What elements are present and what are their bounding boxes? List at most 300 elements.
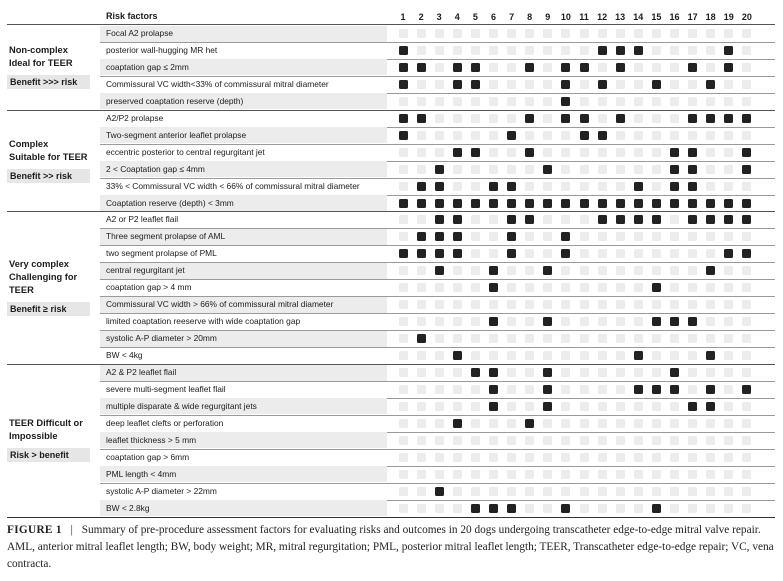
present-marker	[561, 63, 570, 72]
absent-marker	[417, 148, 426, 157]
group-title: Complex	[9, 138, 49, 149]
absent-marker	[634, 97, 643, 106]
absent-marker	[742, 232, 751, 241]
absent-marker	[435, 29, 444, 38]
absent-marker	[580, 80, 589, 89]
absent-marker	[471, 283, 480, 292]
absent-marker	[507, 317, 516, 326]
absent-marker	[561, 317, 570, 326]
risk-factor-label: 2 < Coaptation gap ≤ 4mm	[106, 163, 205, 174]
present-marker	[706, 266, 715, 275]
absent-marker	[688, 283, 697, 292]
absent-marker	[652, 63, 661, 72]
absent-marker	[435, 80, 444, 89]
absent-marker	[417, 419, 426, 428]
present-marker	[634, 385, 643, 394]
absent-marker	[471, 317, 480, 326]
absent-marker	[706, 504, 715, 513]
present-marker	[706, 385, 715, 394]
absent-marker	[742, 453, 751, 462]
absent-marker	[598, 249, 607, 258]
absent-marker	[580, 97, 589, 106]
absent-marker	[598, 300, 607, 309]
absent-marker	[489, 114, 498, 123]
present-marker	[742, 385, 751, 394]
risk-factor-label: deep leaflet clefts or perforation	[106, 417, 224, 428]
absent-marker	[670, 419, 679, 428]
absent-marker	[417, 368, 426, 377]
absent-marker	[507, 368, 516, 377]
row-divider	[100, 347, 775, 348]
absent-marker	[471, 232, 480, 241]
risk-factor-label: Two-segment anterior leaflet prolapse	[106, 129, 247, 140]
absent-marker	[435, 385, 444, 394]
absent-marker	[742, 351, 751, 360]
absent-marker	[580, 402, 589, 411]
absent-marker	[616, 487, 625, 496]
present-marker	[652, 80, 661, 89]
absent-marker	[453, 131, 462, 140]
dog-number: 2	[418, 12, 424, 22]
absent-marker	[417, 266, 426, 275]
absent-marker	[724, 504, 733, 513]
absent-marker	[598, 317, 607, 326]
present-marker	[543, 368, 552, 377]
present-marker	[652, 317, 661, 326]
absent-marker	[489, 215, 498, 224]
absent-marker	[471, 46, 480, 55]
absent-marker	[688, 504, 697, 513]
absent-marker	[435, 46, 444, 55]
absent-marker	[507, 487, 516, 496]
present-marker	[543, 402, 552, 411]
absent-marker	[471, 300, 480, 309]
risk-factor-label: BW < 2.8kg	[106, 502, 150, 513]
absent-marker	[616, 182, 625, 191]
present-marker	[670, 368, 679, 377]
absent-marker	[724, 97, 733, 106]
absent-marker	[435, 402, 444, 411]
present-marker	[471, 63, 480, 72]
present-marker	[561, 199, 570, 208]
present-marker	[453, 148, 462, 157]
absent-marker	[724, 182, 733, 191]
present-marker	[742, 114, 751, 123]
absent-marker	[670, 232, 679, 241]
absent-marker	[580, 283, 589, 292]
absent-marker	[598, 504, 607, 513]
absent-marker	[435, 368, 444, 377]
present-marker	[471, 80, 480, 89]
present-marker	[561, 80, 570, 89]
absent-marker	[616, 368, 625, 377]
absent-marker	[453, 182, 462, 191]
present-marker	[489, 402, 498, 411]
absent-marker	[670, 97, 679, 106]
absent-marker	[471, 131, 480, 140]
dog-number: 16	[669, 12, 680, 22]
absent-marker	[561, 436, 570, 445]
present-marker	[652, 283, 661, 292]
present-marker	[453, 419, 462, 428]
absent-marker	[598, 436, 607, 445]
absent-marker	[670, 283, 679, 292]
absent-marker	[688, 46, 697, 55]
absent-marker	[507, 165, 516, 174]
present-marker	[616, 63, 625, 72]
absent-marker	[543, 300, 552, 309]
absent-marker	[435, 131, 444, 140]
absent-marker	[417, 402, 426, 411]
absent-marker	[525, 29, 534, 38]
present-marker	[688, 63, 697, 72]
absent-marker	[525, 470, 534, 479]
absent-marker	[507, 402, 516, 411]
absent-marker	[580, 29, 589, 38]
absent-marker	[688, 470, 697, 479]
absent-marker	[525, 453, 534, 462]
dog-number: 9	[545, 12, 551, 22]
present-marker	[399, 63, 408, 72]
absent-marker	[453, 266, 462, 275]
absent-marker	[580, 317, 589, 326]
present-marker	[399, 199, 408, 208]
present-marker	[561, 232, 570, 241]
present-marker	[634, 46, 643, 55]
risk-factor-label: Coaptation reserve (depth) < 3mm	[106, 197, 234, 208]
absent-marker	[634, 131, 643, 140]
absent-marker	[706, 148, 715, 157]
absent-marker	[616, 165, 625, 174]
row-divider	[100, 449, 775, 450]
absent-marker	[580, 165, 589, 174]
present-marker	[688, 165, 697, 174]
present-marker	[417, 232, 426, 241]
absent-marker	[688, 436, 697, 445]
present-marker	[580, 199, 589, 208]
absent-marker	[471, 385, 480, 394]
absent-marker	[489, 419, 498, 428]
absent-marker	[399, 402, 408, 411]
absent-marker	[706, 249, 715, 258]
present-marker	[634, 182, 643, 191]
absent-marker	[417, 97, 426, 106]
present-marker	[471, 199, 480, 208]
absent-marker	[598, 453, 607, 462]
absent-marker	[453, 317, 462, 326]
absent-marker	[543, 215, 552, 224]
present-marker	[435, 165, 444, 174]
absent-marker	[471, 182, 480, 191]
absent-marker	[435, 453, 444, 462]
risk-factor-label: Focal A2 prolapse	[106, 28, 174, 38]
absent-marker	[670, 470, 679, 479]
present-marker	[670, 182, 679, 191]
absent-marker	[598, 385, 607, 394]
group-title: Non-complex	[9, 45, 68, 56]
absent-marker	[634, 470, 643, 479]
present-marker	[652, 385, 661, 394]
absent-marker	[670, 249, 679, 258]
present-marker	[742, 199, 751, 208]
absent-marker	[471, 487, 480, 496]
absent-marker	[453, 97, 462, 106]
absent-marker	[670, 63, 679, 72]
present-marker	[525, 63, 534, 72]
absent-marker	[706, 232, 715, 241]
present-marker	[489, 317, 498, 326]
present-marker	[435, 182, 444, 191]
absent-marker	[580, 334, 589, 343]
dog-number: 10	[560, 12, 571, 22]
absent-marker	[706, 131, 715, 140]
present-marker	[634, 351, 643, 360]
absent-marker	[616, 470, 625, 479]
absent-marker	[561, 29, 570, 38]
absent-marker	[399, 504, 408, 513]
risk-factor-label: two segment prolapse of PML	[106, 248, 217, 259]
absent-marker	[489, 436, 498, 445]
absent-marker	[688, 334, 697, 343]
absent-marker	[670, 46, 679, 55]
absent-marker	[507, 266, 516, 275]
present-marker	[489, 283, 498, 292]
absent-marker	[688, 368, 697, 377]
absent-marker	[688, 266, 697, 275]
absent-marker	[634, 453, 643, 462]
absent-marker	[580, 300, 589, 309]
absent-marker	[507, 334, 516, 343]
absent-marker	[417, 80, 426, 89]
absent-marker	[616, 317, 625, 326]
absent-marker	[543, 470, 552, 479]
present-marker	[507, 504, 516, 513]
absent-marker	[489, 300, 498, 309]
absent-marker	[706, 165, 715, 174]
absent-marker	[616, 334, 625, 343]
present-marker	[507, 232, 516, 241]
absent-marker	[471, 402, 480, 411]
absent-marker	[453, 29, 462, 38]
absent-marker	[616, 504, 625, 513]
present-marker	[616, 199, 625, 208]
present-marker	[417, 114, 426, 123]
absent-marker	[652, 232, 661, 241]
present-marker	[688, 199, 697, 208]
absent-marker	[724, 317, 733, 326]
risk-factor-label: multiple disparate & wide regurgitant jets	[106, 400, 257, 411]
absent-marker	[489, 453, 498, 462]
risk-factor-label: systolic A-P diameter > 22mm	[106, 485, 217, 496]
absent-marker	[616, 385, 625, 394]
risk-factor-label: BW < 4kg	[106, 350, 143, 361]
absent-marker	[724, 487, 733, 496]
present-marker	[525, 199, 534, 208]
present-marker	[652, 199, 661, 208]
absent-marker	[580, 232, 589, 241]
present-marker	[435, 266, 444, 275]
absent-marker	[616, 232, 625, 241]
absent-marker	[580, 249, 589, 258]
dog-number: 11	[579, 12, 589, 22]
absent-marker	[525, 351, 534, 360]
present-marker	[435, 249, 444, 258]
absent-marker	[543, 46, 552, 55]
absent-marker	[670, 334, 679, 343]
risk-factor-label: coaptation gap > 4 mm	[106, 282, 192, 293]
absent-marker	[471, 453, 480, 462]
figure-caption	[7, 522, 777, 573]
absent-marker	[507, 80, 516, 89]
present-marker	[561, 97, 570, 106]
absent-marker	[471, 419, 480, 428]
present-marker	[598, 46, 607, 55]
present-marker	[580, 131, 589, 140]
absent-marker	[543, 283, 552, 292]
present-marker	[453, 63, 462, 72]
absent-marker	[525, 131, 534, 140]
absent-marker	[670, 215, 679, 224]
absent-marker	[471, 165, 480, 174]
absent-marker	[670, 80, 679, 89]
absent-marker	[670, 131, 679, 140]
present-marker	[399, 80, 408, 89]
present-marker	[598, 199, 607, 208]
absent-marker	[634, 80, 643, 89]
absent-marker	[435, 97, 444, 106]
absent-marker	[561, 402, 570, 411]
absent-marker	[453, 165, 462, 174]
caption-text: Summary of pre-procedure assessment factors for evaluating risks and outcomes in 20 dogs undergoing transcatheter edge-to-edge mitral valve repair. AML, anterior mitral leaflet length; BW, body weight; MR, mitral regurgitation; PML, posterior mitral leaflet length; TEER, Transcatheter edge-to-edge repair; VC, vena contracta.	[7, 524, 774, 570]
absent-marker	[616, 419, 625, 428]
present-marker	[634, 215, 643, 224]
absent-marker	[706, 453, 715, 462]
absent-marker	[724, 29, 733, 38]
absent-marker	[706, 334, 715, 343]
present-marker	[598, 80, 607, 89]
absent-marker	[471, 249, 480, 258]
row-divider	[100, 279, 775, 280]
absent-marker	[435, 317, 444, 326]
absent-marker	[525, 283, 534, 292]
absent-marker	[580, 419, 589, 428]
absent-marker	[417, 351, 426, 360]
absent-marker	[543, 249, 552, 258]
absent-marker	[417, 385, 426, 394]
absent-marker	[634, 487, 643, 496]
absent-marker	[399, 97, 408, 106]
risk-factor-label: A2/P2 prolapse	[106, 112, 164, 123]
absent-marker	[706, 46, 715, 55]
present-marker	[417, 334, 426, 343]
present-marker	[580, 63, 589, 72]
absent-marker	[399, 453, 408, 462]
absent-marker	[634, 504, 643, 513]
present-marker	[706, 80, 715, 89]
absent-marker	[616, 29, 625, 38]
dog-number: 17	[687, 12, 698, 22]
absent-marker	[652, 368, 661, 377]
present-marker	[453, 232, 462, 241]
absent-marker	[561, 300, 570, 309]
present-marker	[525, 148, 534, 157]
present-marker	[670, 199, 679, 208]
absent-marker	[435, 351, 444, 360]
absent-marker	[688, 232, 697, 241]
absent-marker	[742, 283, 751, 292]
absent-marker	[652, 148, 661, 157]
absent-marker	[706, 63, 715, 72]
absent-marker	[616, 97, 625, 106]
absent-marker	[543, 487, 552, 496]
absent-marker	[399, 351, 408, 360]
absent-marker	[724, 334, 733, 343]
absent-marker	[417, 215, 426, 224]
absent-marker	[471, 215, 480, 224]
present-marker	[435, 232, 444, 241]
absent-marker	[652, 29, 661, 38]
group-title: TEER	[9, 285, 34, 296]
present-marker	[706, 199, 715, 208]
absent-marker	[399, 232, 408, 241]
absent-marker	[507, 283, 516, 292]
absent-marker	[543, 114, 552, 123]
risk-factor-label: eccentric posterior to central regurgitant jet	[106, 146, 265, 157]
absent-marker	[525, 402, 534, 411]
absent-marker	[706, 419, 715, 428]
absent-marker	[652, 97, 661, 106]
absent-marker	[471, 266, 480, 275]
absent-marker	[399, 148, 408, 157]
absent-marker	[399, 368, 408, 377]
absent-marker	[706, 317, 715, 326]
absent-marker	[634, 266, 643, 275]
absent-marker	[580, 504, 589, 513]
present-marker	[489, 385, 498, 394]
absent-marker	[670, 402, 679, 411]
absent-marker	[561, 419, 570, 428]
absent-marker	[399, 215, 408, 224]
present-marker	[489, 199, 498, 208]
present-marker	[417, 182, 426, 191]
absent-marker	[634, 114, 643, 123]
absent-marker	[399, 300, 408, 309]
absent-marker	[742, 504, 751, 513]
absent-marker	[724, 419, 733, 428]
absent-marker	[399, 182, 408, 191]
present-marker	[616, 46, 625, 55]
present-marker	[453, 199, 462, 208]
absent-marker	[543, 436, 552, 445]
present-marker	[489, 504, 498, 513]
absent-marker	[561, 334, 570, 343]
absent-marker	[742, 436, 751, 445]
dog-number: 8	[527, 12, 533, 22]
absent-marker	[507, 97, 516, 106]
absent-marker	[724, 436, 733, 445]
absent-marker	[399, 283, 408, 292]
absent-marker	[688, 385, 697, 394]
absent-marker	[724, 385, 733, 394]
absent-marker	[453, 385, 462, 394]
absent-marker	[435, 436, 444, 445]
absent-marker	[652, 470, 661, 479]
absent-marker	[399, 317, 408, 326]
risk-factors-header: Risk factors	[106, 11, 158, 21]
absent-marker	[561, 182, 570, 191]
absent-marker	[634, 165, 643, 174]
absent-marker	[616, 300, 625, 309]
